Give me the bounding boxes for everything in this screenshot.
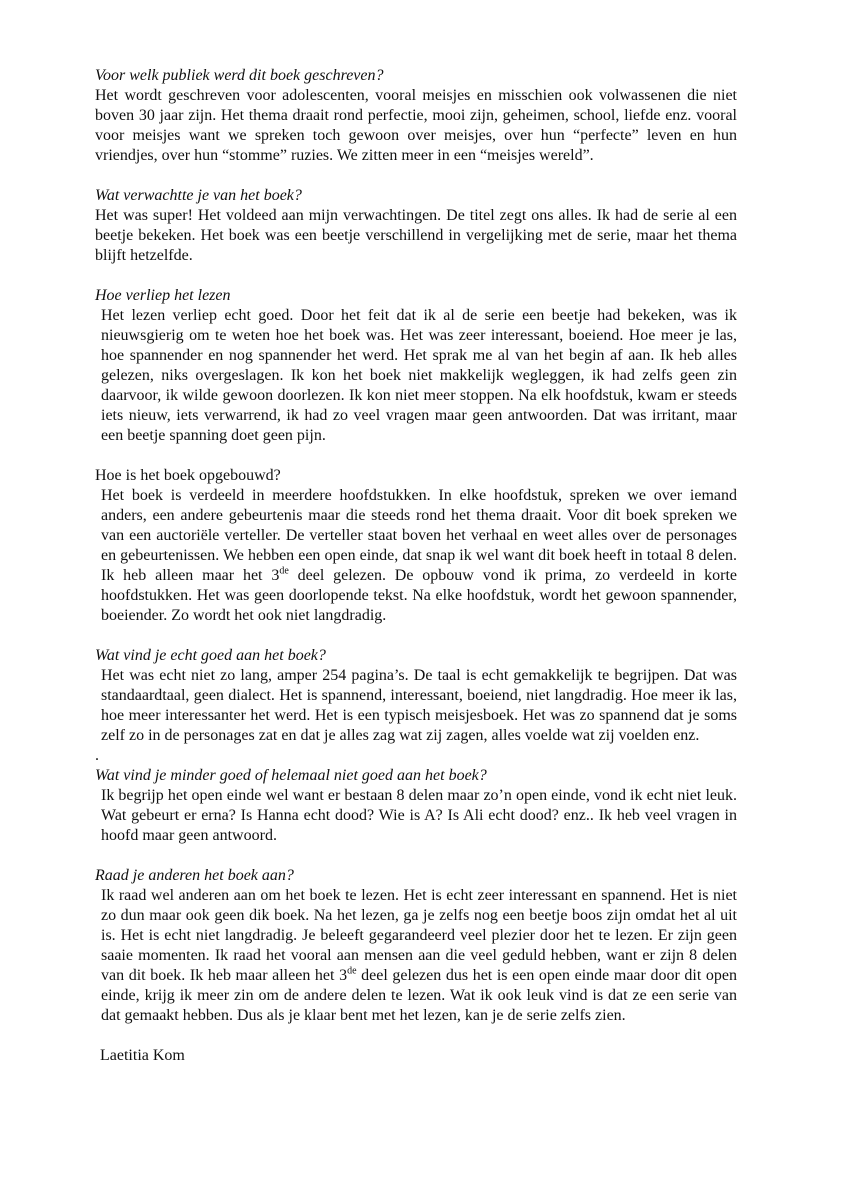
answer-paragraph: Het lezen verliep echt goed. Door het feit dat ik al de serie een beetje had bekeken, was ik nieuwsgierig om te weten hoe het boek was. Het was zeer interessant, boeiend. Hoe meer je las, hoe spannender en nog spannender het werd. Het sprak me al van het begin af aan. Ik heb alles gelezen, niks overgeslagen. Ik kon het boek niet makkelijk wegleggen, ik had zelfs geen zin daarvoor, ik wilde gewoon doorlezen. Ik kon niet meer stoppen. Na elk hoofdstuk, kwam er steeds iets nieuw, iets verwarrend, ik had zo veel vragen maar geen antwoorden. Dat was irritant, maar een beetje spanning doet geen pijn. xyxy=(101,307,737,444)
question-heading: Hoe verliep het lezen xyxy=(95,287,231,304)
answer-paragraph: Het was echt niet zo lang, amper 254 pagina’s. De taal is echt gemakkelijk te begrijpen. Dat was standaardtaal, geen dialect. Het is spannend, interessant, boeiend, niet langdradig. Hoe meer ik las, hoe meer interessanter het werd. Het is een typisch meisjesboek. Het was zo spannend dat je soms zelf zo in de personages zat en dat je alles zag wat zij zagen, alles voelde wat zij voelden enz. xyxy=(101,667,737,744)
answer-text: Ik raad wel anderen aan om het boek te lezen. Het is echt zeer interessant en spannend. Het is niet zo dun maar ook geen dik boek. Na het lezen, ga je zelfs nog een beetje boos zijn omdat het al uit is. Het is echt niet langdradig. Je beleeft gegarandeerd veel plezier door het te lezen. Er zijn geen saaie momenten. Ik raad het vooral aan mensen aan die veel geduld hebben, want er zijn 8 delen van dit boek. Ik heb maar alleen het 3 xyxy=(101,887,737,984)
answer-text: deel gelezen dus het is een open einde maar door dit open einde, krijg ik meer zin om de andere delen te lezen. Wat ik ook leuk vind is dat ze een serie van dat gemaakt hebben. Dus als je klaar bent met het lezen, kan je de serie zelfs zien. xyxy=(101,967,737,1024)
answer-paragraph: Ik begrijp het open einde wel want er bestaan 8 delen maar zo’n open einde, vond ik echt niet leuk. Wat gebeurt er erna? Is Hanna echt dood? Wie is A? Is Ali echt dood? enz.. Ik heb veel vragen in hoofd maar geen antwoord. xyxy=(101,787,737,844)
question-heading: Hoe is het boek opgebouwd? xyxy=(95,467,281,484)
section-positives xyxy=(95,646,737,746)
answer-paragraph: Het was super! Het voldeed aan mijn verwachtingen. De titel zegt ons alles. Ik had de serie al een beetje bekeken. Het boek was een beetje verschillend in vergelijking met de serie, maar het thema blijft hetzelfde. xyxy=(95,207,737,264)
section-structure xyxy=(95,466,737,626)
question-heading: Wat verwachtte je van het boek? xyxy=(95,187,302,204)
answer-text: Het boek is verdeeld in meerdere hoofdstukken. In elke hoofdstuk, spreken we over iemand anders, een andere gebeurtenis maar die steeds rond het thema draait. Voor dit boek spreken we van een auctoriële verteller. De verteller staat boven het verhaal en weet alles over de personages en gebeurtenissen. We hebben een open einde, dat snap ik wel want dit boek heeft in totaal 8 delen. Ik heb alleen maar het 3 xyxy=(101,487,737,584)
ordinal-suffix: de xyxy=(347,965,357,977)
question-heading: Voor welk publiek werd dit boek geschreven? xyxy=(95,67,384,84)
question-heading: Raad je anderen het boek aan? xyxy=(95,867,294,884)
separator-dot: . xyxy=(95,747,99,764)
section-negatives xyxy=(95,746,737,846)
section-audience xyxy=(95,66,737,166)
ordinal-suffix: de xyxy=(279,565,289,577)
section-expectations xyxy=(95,186,737,266)
author-name: Laetitia Kom xyxy=(100,1047,185,1064)
question-heading: Wat vind je minder goed of helemaal niet goed aan het boek? xyxy=(95,767,487,784)
section-reading xyxy=(95,286,737,446)
answer-paragraph xyxy=(95,486,737,626)
section-recommendation xyxy=(95,866,737,1026)
answer-paragraph xyxy=(95,886,737,1026)
answer-paragraph: Het wordt geschreven voor adolescenten, vooral meisjes en misschien ook volwassenen die niet boven 30 jaar zijn. Het thema draait rond perfectie, mooi zijn, geheimen, school, liefde enz. vooral voor meisjes want we spreken toch gewoon over meisjes, over hun “perfecte” leven en hun vriendjes, over hun “stomme” ruzies. We zitten meer in een “meisjes wereld”. xyxy=(95,87,737,164)
question-heading: Wat vind je echt goed aan het boek? xyxy=(95,647,326,664)
answer-text: deel gelezen. De opbouw vond ik prima, zo verdeeld in korte hoofdstukken. Het was geen doorlopende tekst. Na elke hoofdstuk, wordt het gewoon spannender, boeiender. Zo wordt het ook niet langdradig. xyxy=(101,567,737,624)
